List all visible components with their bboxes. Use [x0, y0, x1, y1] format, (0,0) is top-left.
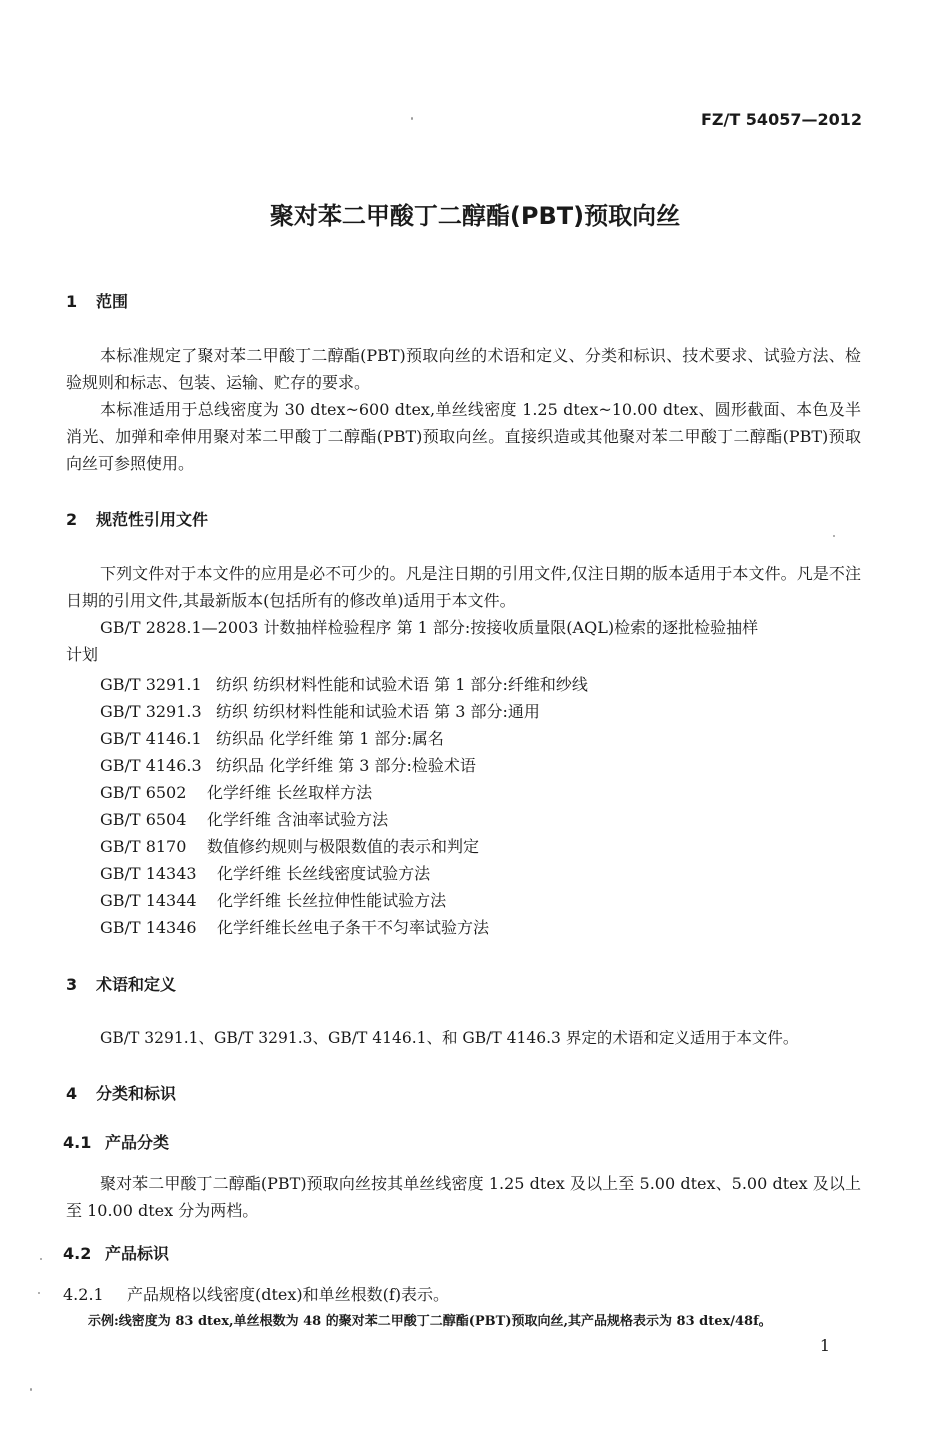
- reference-code: GB/T 6502: [100, 783, 187, 802]
- section-2-intro: 下列文件对于本文件的应用是必不可少的。凡是注日期的引用文件,仅注日期的版本适用于本文件。凡是不注日期的引用文件,其最新版本(包括所有的修改单)适用于本文件。: [66, 564, 861, 610]
- section-3-heading: [66, 972, 176, 995]
- reference-title: 纺织 纺织材料性能和试验术语 第 1 部分:纤维和纱线: [216, 675, 588, 694]
- clause-number: 4.2.1: [63, 1285, 104, 1304]
- section-number: 4.2: [63, 1244, 92, 1263]
- scan-speck: [833, 535, 835, 537]
- reference-item: [100, 861, 430, 884]
- reference-title: 纺织品 化学纤维 第 1 部分:属名: [216, 729, 444, 748]
- reference-item: [100, 726, 444, 749]
- example-note: 示例:线密度为 83 dtex,单丝根数为 48 的聚对苯二甲酸丁二醇酯(PBT)预取向丝,其产品规格表示为 83 dtex/48f。: [88, 1314, 772, 1329]
- reference-item: [100, 699, 540, 722]
- reference-title: 纺织 纺织材料性能和试验术语 第 3 部分:通用: [216, 702, 540, 721]
- section-1-paragraph-2: 本标准适用于总线密度为 30 dtex~600 dtex,单丝线密度 1.25 dtex~10.00 dtex、圆形截面、本色及半消光、加弹和牵伸用聚对苯二甲酸丁二醇酯(PBT)预取向丝。直接织造或其他聚对苯二甲酸丁二醇酯(PBT)预取向丝可参照使用。: [66, 400, 861, 473]
- reference-item: [100, 834, 479, 857]
- reference-title: 化学纤维长丝电子条干不匀率试验方法: [217, 918, 490, 937]
- section-title: 规范性引用文件: [96, 510, 209, 529]
- reference-title: 化学纤维 含油率试验方法: [207, 810, 389, 829]
- clause-4-2-1: [63, 1281, 449, 1308]
- scan-speck: [38, 1292, 40, 1294]
- section-title: 产品标识: [105, 1244, 170, 1263]
- section-number: 3: [66, 975, 78, 994]
- section-2-heading: [66, 507, 208, 530]
- section-1-paragraph-1: 本标准规定了聚对苯二甲酸丁二醇酯(PBT)预取向丝的术语和定义、分类和标识、技术要求、试验方法、检验规则和标志、包装、运输、贮存的要求。: [66, 346, 861, 392]
- reference-title: 化学纤维 长丝拉伸性能试验方法: [217, 891, 447, 910]
- reference-item: [100, 753, 476, 776]
- reference-item: [100, 780, 372, 803]
- reference-code: GB/T 14346: [100, 918, 197, 937]
- reference-item: [100, 915, 489, 938]
- reference-item: [100, 807, 388, 830]
- scan-speck: [40, 1258, 42, 1260]
- reference-gbt2828-line1: GB/T 2828.1—2003 计数抽样检验程序 第 1 部分:按接收质量限(AQL)检索的逐批检验抽样: [100, 618, 759, 637]
- section-1-heading: [66, 289, 128, 312]
- section-3-paragraph: GB/T 3291.1、GB/T 3291.3、GB/T 4146.1、和 GB/T 4146.3 界定的术语和定义适用于本文件。: [100, 1029, 799, 1047]
- section-title: 产品分类: [105, 1133, 170, 1152]
- reference-code: GB/T 6504: [100, 810, 187, 829]
- section-title: 分类和标识: [96, 1084, 177, 1103]
- section-number: 2: [66, 510, 78, 529]
- reference-title: 化学纤维 长丝线密度试验方法: [217, 864, 431, 883]
- reference-code: GB/T 4146.1: [100, 729, 202, 748]
- reference-title: 数值修约规则与极限数值的表示和判定: [207, 837, 480, 856]
- clause-text: 产品规格以线密度(dtex)和单丝根数(f)表示。: [127, 1285, 450, 1304]
- scan-speck: [30, 1388, 32, 1391]
- reference-code: GB/T 14343: [100, 864, 197, 883]
- section-title: 术语和定义: [96, 975, 177, 994]
- section-number: 4.1: [63, 1133, 92, 1152]
- section-4-2-heading: [63, 1241, 169, 1264]
- reference-title: 纺织品 化学纤维 第 3 部分:检验术语: [216, 756, 476, 775]
- reference-item: [100, 672, 588, 695]
- reference-gbt2828-line2: 计划: [66, 645, 99, 664]
- section-number: 1: [66, 292, 78, 311]
- reference-code: GB/T 8170: [100, 837, 187, 856]
- standard-number: FZ/T 54057—2012: [700, 110, 862, 129]
- reference-title: 化学纤维 长丝取样方法: [207, 783, 373, 802]
- section-number: 4: [66, 1084, 78, 1103]
- reference-code: GB/T 14344: [100, 891, 197, 910]
- reference-code: GB/T 3291.3: [100, 702, 202, 721]
- section-4-heading: [66, 1081, 176, 1104]
- section-4-1-heading: [63, 1130, 169, 1153]
- page-number: 1: [819, 1336, 830, 1355]
- section-4-1-paragraph: 聚对苯二甲酸丁二醇酯(PBT)预取向丝按其单丝线密度 1.25 dtex 及以上至 5.00 dtex、5.00 dtex 及以上至 10.00 dtex 分为两档。: [66, 1174, 861, 1220]
- section-title: 范围: [96, 292, 129, 311]
- reference-item: [100, 888, 446, 911]
- scan-speck: [411, 117, 413, 120]
- document-title: 聚对苯二甲酸丁二醇酯(PBT)预取向丝: [269, 202, 681, 230]
- reference-code: GB/T 4146.3: [100, 756, 202, 775]
- reference-code: GB/T 3291.1: [100, 675, 202, 694]
